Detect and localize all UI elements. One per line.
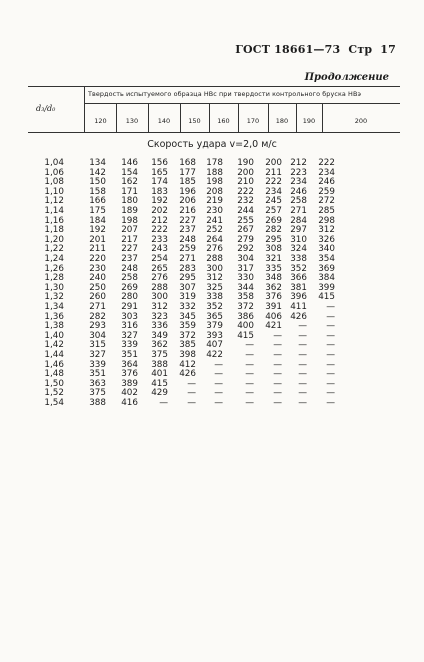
row-stub: 1,34: [44, 302, 64, 312]
table-cell: 222: [265, 177, 282, 188]
stub-header: d₃/d₀: [36, 104, 56, 113]
table-cell: 324: [290, 244, 307, 255]
table-cell: 264: [206, 234, 223, 245]
table-cell: 288: [151, 282, 168, 293]
table-cell: 227: [179, 215, 196, 226]
table-cell: 388: [89, 398, 106, 408]
table-cell: 323: [151, 311, 168, 322]
table-cell: 259: [179, 244, 196, 255]
table-cell: 257: [265, 206, 282, 216]
table-cell: 158: [89, 186, 106, 197]
row-stub: 1,42: [44, 340, 64, 351]
table-cell: —: [187, 388, 196, 399]
table-cell: —: [326, 388, 335, 399]
table-cell: 366: [290, 273, 307, 284]
table-cell: 254: [151, 254, 168, 264]
table-cell: 222: [237, 186, 254, 197]
page-header: [231, 43, 396, 56]
table-cell: 362: [265, 282, 282, 293]
column-header: 170: [246, 117, 260, 125]
table-cell: —: [326, 321, 335, 332]
table-cell: 399: [318, 282, 335, 293]
table-cell: 365: [206, 311, 223, 322]
table-cell: —: [298, 398, 307, 408]
table-cell: —: [159, 398, 168, 408]
table-cell: 429: [151, 388, 168, 399]
table-cell: 421: [265, 321, 282, 332]
table-cell: 317: [237, 263, 254, 274]
table-cell: —: [245, 340, 254, 351]
table-cell: 375: [151, 350, 168, 360]
table-row: [0, 274, 424, 283]
table-cell: 363: [89, 378, 106, 389]
row-stub: 1,46: [44, 359, 64, 370]
table-cell: 354: [318, 254, 335, 264]
table-cell: 332: [179, 302, 196, 312]
table-cell: 241: [206, 215, 223, 226]
table-row: [0, 399, 424, 408]
row-stub: 1,48: [44, 369, 64, 380]
table-cell: 255: [237, 215, 254, 226]
table-cell: 292: [237, 244, 254, 255]
table-cell: 338: [206, 292, 223, 303]
table-cell: 344: [237, 282, 254, 293]
header-sub-rule: [85, 103, 400, 104]
table-cell: 222: [318, 158, 335, 168]
table-cell: 198: [206, 177, 223, 188]
table-cell: 210: [237, 177, 254, 188]
section-title: Скорость удара v=2,0 м/с: [147, 139, 277, 150]
table-cell: 288: [206, 254, 223, 264]
table-cell: 412: [179, 359, 196, 370]
table-cell: —: [298, 330, 307, 341]
table-cell: 416: [121, 398, 138, 408]
table-cell: 271: [290, 206, 307, 216]
column-header: 180: [275, 117, 289, 125]
table-cell: 379: [206, 321, 223, 332]
table-cell: 188: [206, 167, 223, 178]
table-cell: —: [273, 340, 282, 351]
table-cell: 401: [151, 369, 168, 380]
table-cell: 319: [179, 292, 196, 303]
table-cell: 217: [121, 234, 138, 245]
table-cell: 248: [121, 263, 138, 274]
table-cell: 154: [121, 167, 138, 178]
column-divider: [116, 103, 117, 132]
table-cell: 402: [121, 388, 138, 399]
table-cell: 415: [237, 330, 254, 341]
table-cell: 216: [179, 206, 196, 216]
row-stub: 1,14: [44, 206, 64, 216]
row-stub: 1,20: [44, 234, 64, 245]
table-cell: 245: [265, 196, 282, 207]
table-cell: 200: [237, 167, 254, 178]
table-cell: 293: [89, 321, 106, 332]
table-cell: 166: [89, 196, 106, 207]
table-cell: 272: [318, 196, 335, 207]
table-cell: 304: [89, 330, 106, 341]
table-cell: 359: [179, 321, 196, 332]
table-cell: 315: [89, 340, 106, 351]
table-cell: 219: [206, 196, 223, 207]
table-cell: 300: [206, 263, 223, 274]
table-cell: 227: [121, 244, 138, 255]
table-cell: 385: [179, 340, 196, 351]
table-cell: 304: [237, 254, 254, 264]
table-cell: 142: [89, 167, 106, 178]
table-cell: 308: [265, 244, 282, 255]
table-cell: —: [273, 359, 282, 370]
table-cell: 168: [179, 158, 196, 168]
table-cell: 312: [151, 302, 168, 312]
table-cell: 211: [265, 167, 282, 178]
table-cell: —: [298, 340, 307, 351]
table-cell: 282: [265, 225, 282, 236]
table-cell: 156: [151, 158, 168, 168]
table-cell: —: [326, 359, 335, 370]
table-row: [0, 226, 424, 235]
table-cell: —: [214, 369, 223, 380]
table-cell: —: [214, 398, 223, 408]
table-cell: 206: [179, 196, 196, 207]
table-cell: 248: [179, 234, 196, 245]
table-cell: 267: [237, 225, 254, 236]
table-cell: —: [298, 321, 307, 332]
table-cell: 211: [89, 244, 106, 255]
table-cell: —: [326, 311, 335, 322]
table-cell: 269: [121, 282, 138, 293]
table-cell: 165: [151, 167, 168, 178]
table-cell: 406: [265, 311, 282, 322]
column-header: 130: [125, 117, 139, 125]
page-number: 17: [380, 43, 396, 56]
table-row: [0, 370, 424, 379]
column-header: 160: [217, 117, 230, 125]
table-cell: —: [245, 388, 254, 399]
table-cell: 184: [89, 215, 106, 226]
table-cell: 244: [237, 206, 254, 216]
table-cell: —: [273, 398, 282, 408]
table-cell: —: [326, 398, 335, 408]
row-stub: 1,28: [44, 273, 64, 284]
table-cell: 234: [265, 186, 282, 197]
table-row: [0, 207, 424, 216]
table-cell: —: [298, 350, 307, 360]
table-cell: 230: [206, 206, 223, 216]
table-cell: 336: [151, 321, 168, 332]
table-cell: 271: [179, 254, 196, 264]
column-header: 150: [188, 117, 201, 125]
table-cell: 297: [290, 225, 307, 236]
table-cell: 246: [318, 177, 335, 188]
row-stub: 1,22: [44, 244, 64, 255]
table-cell: —: [273, 369, 282, 380]
table-cell: 174: [151, 177, 168, 188]
table-cell: —: [273, 350, 282, 360]
table-cell: 233: [151, 234, 168, 245]
table-cell: 265: [151, 263, 168, 274]
row-stub: 1,44: [44, 350, 64, 360]
table-cell: 340: [318, 244, 335, 255]
table-cell: 222: [151, 225, 168, 236]
column-divider: [209, 103, 210, 132]
row-stub: 1,12: [44, 196, 64, 207]
table-cell: 276: [151, 273, 168, 284]
table-cell: 177: [179, 167, 196, 178]
table-cell: 190: [237, 158, 254, 168]
table-cell: 351: [89, 369, 106, 380]
row-stub: 1,24: [44, 254, 64, 264]
table-cell: —: [273, 378, 282, 389]
row-stub: 1,40: [44, 330, 64, 341]
table-cell: 362: [151, 340, 168, 351]
column-divider: [268, 103, 269, 132]
table-cell: 192: [151, 196, 168, 207]
table-cell: 189: [121, 206, 138, 216]
table-cell: 280: [121, 292, 138, 303]
table-cell: 183: [151, 186, 168, 197]
table-cell: 234: [290, 177, 307, 188]
column-header: 200: [354, 117, 368, 125]
column-divider: [296, 103, 297, 132]
table-cell: —: [326, 330, 335, 341]
table-cell: 201: [89, 234, 106, 245]
table-cell: 298: [318, 215, 335, 226]
table-cell: 282: [89, 311, 106, 322]
table-cell: 384: [318, 273, 335, 284]
row-stub: 1,50: [44, 378, 64, 389]
table-cell: 312: [206, 273, 223, 284]
table-cell: 146: [121, 158, 138, 168]
table-cell: 269: [265, 215, 282, 226]
table-cell: 364: [121, 359, 138, 370]
table-cell: 372: [179, 330, 196, 341]
table-cell: 307: [179, 282, 196, 293]
table-cell: 312: [318, 225, 335, 236]
page-label: Стр: [348, 43, 373, 56]
table-cell: 388: [151, 359, 168, 370]
table-cell: —: [298, 369, 307, 380]
continuation-label: Продолжение: [304, 72, 389, 83]
table-cell: 335: [265, 263, 282, 274]
table-cell: 326: [318, 234, 335, 245]
table-cell: 180: [121, 196, 138, 207]
table-cell: 400: [237, 321, 254, 332]
table-cell: 327: [121, 330, 138, 341]
table-cell: 192: [89, 225, 106, 236]
row-stub: 1,38: [44, 321, 64, 332]
table-cell: 352: [206, 302, 223, 312]
row-stub: 1,36: [44, 311, 64, 322]
column-divider: [180, 103, 181, 132]
table-cell: —: [187, 398, 196, 408]
column-header: 140: [157, 117, 171, 125]
row-stub: 1,10: [44, 186, 64, 197]
table-row: [0, 178, 424, 187]
table-cell: —: [214, 388, 223, 399]
group-header: Твердость испытуемого образца HBс при твердости контрольного бруска HBэ: [88, 90, 362, 98]
table-cell: —: [245, 398, 254, 408]
table-cell: 415: [151, 378, 168, 389]
table-cell: 396: [290, 292, 307, 303]
table-cell: —: [245, 369, 254, 380]
table-cell: 358: [237, 292, 254, 303]
table-cell: 330: [237, 273, 254, 284]
table-cell: 258: [290, 196, 307, 207]
stub-divider: [84, 86, 85, 132]
table-cell: —: [245, 378, 254, 389]
table-cell: 327: [89, 350, 106, 360]
table-cell: 422: [206, 350, 223, 360]
table-cell: 279: [237, 234, 254, 245]
table-row: [0, 322, 424, 331]
table-cell: 386: [237, 311, 254, 322]
row-stub: 1,06: [44, 167, 64, 178]
table-cell: 259: [318, 186, 335, 197]
table-cell: —: [326, 302, 335, 312]
standard-number: ГОСТ 18661—73: [235, 43, 341, 56]
row-stub: 1,08: [44, 177, 64, 188]
table-cell: 276: [206, 244, 223, 255]
table-cell: 300: [151, 292, 168, 303]
header-bottom-rule: [28, 132, 400, 133]
table-cell: 338: [290, 254, 307, 264]
table-cell: 198: [121, 215, 138, 226]
table-cell: 237: [121, 254, 138, 264]
table-cell: 252: [206, 225, 223, 236]
table-cell: —: [326, 340, 335, 351]
table-row: [0, 303, 424, 312]
table-cell: 212: [151, 215, 168, 226]
table-cell: 415: [318, 292, 335, 303]
row-stub: 1,54: [44, 398, 64, 408]
table-cell: 246: [290, 186, 307, 197]
table-cell: 285: [318, 206, 335, 216]
table-cell: 207: [121, 225, 138, 236]
table-cell: —: [298, 378, 307, 389]
table-cell: 178: [206, 158, 223, 168]
table-cell: —: [298, 359, 307, 370]
table-cell: 376: [265, 292, 282, 303]
row-stub: 1,04: [44, 158, 64, 168]
column-divider: [148, 103, 149, 132]
table-cell: 295: [179, 273, 196, 284]
table-cell: 196: [179, 186, 196, 197]
column-divider: [322, 103, 323, 132]
row-stub: 1,32: [44, 292, 64, 303]
table-row: [0, 351, 424, 360]
table-cell: 258: [121, 273, 138, 284]
column-header: 190: [302, 117, 316, 125]
table-cell: 175: [89, 206, 106, 216]
table-cell: 271: [89, 302, 106, 312]
table-cell: —: [214, 359, 223, 370]
table-cell: 284: [290, 215, 307, 226]
table-cell: 208: [206, 186, 223, 197]
row-stub: 1,30: [44, 282, 64, 293]
table-cell: 310: [290, 234, 307, 245]
table-cell: 171: [121, 186, 138, 197]
table-cell: 243: [151, 244, 168, 255]
table-cell: 351: [121, 350, 138, 360]
table-cell: 349: [151, 330, 168, 341]
table-cell: —: [273, 330, 282, 341]
table-cell: 230: [89, 263, 106, 274]
table-cell: 376: [121, 369, 138, 380]
table-cell: —: [273, 388, 282, 399]
table-cell: 223: [290, 167, 307, 178]
table-cell: 316: [121, 321, 138, 332]
row-stub: 1,16: [44, 215, 64, 226]
table-cell: 200: [265, 158, 282, 168]
table-cell: 162: [121, 177, 138, 188]
table-cell: 389: [121, 378, 138, 389]
table-cell: 260: [89, 292, 106, 303]
table-cell: 134: [89, 158, 106, 168]
row-stub: 1,18: [44, 225, 64, 236]
column-header: 120: [94, 117, 107, 125]
table-cell: 234: [318, 167, 335, 178]
table-cell: 220: [89, 254, 106, 264]
table-cell: 232: [237, 196, 254, 207]
table-cell: 426: [179, 369, 196, 380]
table-cell: —: [245, 350, 254, 360]
table-cell: 250: [89, 282, 106, 293]
table-cell: 339: [121, 340, 138, 351]
table-cell: 348: [265, 273, 282, 284]
table-cell: 240: [89, 273, 106, 284]
table-cell: 283: [179, 263, 196, 274]
table-cell: 398: [179, 350, 196, 360]
table-cell: —: [326, 378, 335, 389]
table-cell: 369: [318, 263, 335, 274]
table-cell: 325: [206, 282, 223, 293]
table-cell: —: [298, 388, 307, 399]
table-cell: 345: [179, 311, 196, 322]
table-cell: 185: [179, 177, 196, 188]
table-cell: 212: [290, 158, 307, 168]
table-cell: —: [214, 378, 223, 389]
table-cell: 202: [151, 206, 168, 216]
table-cell: 411: [290, 302, 307, 312]
row-stub: 1,26: [44, 263, 64, 274]
table-row: [0, 255, 424, 264]
table-cell: 352: [290, 263, 307, 274]
table-cell: 321: [265, 254, 282, 264]
table-cell: 393: [206, 330, 223, 341]
table-cell: 237: [179, 225, 196, 236]
table-cell: 391: [265, 302, 282, 312]
table-cell: —: [326, 350, 335, 360]
table-cell: 407: [206, 340, 223, 351]
table-cell: —: [187, 378, 196, 389]
column-divider: [238, 103, 239, 132]
row-stub: 1,52: [44, 388, 64, 399]
table-row: [0, 159, 424, 168]
table-cell: 381: [290, 282, 307, 293]
table-cell: —: [326, 369, 335, 380]
table-cell: 426: [290, 311, 307, 322]
table-cell: —: [245, 359, 254, 370]
table-cell: 303: [121, 311, 138, 322]
table-cell: 150: [89, 177, 106, 188]
table-cell: 339: [89, 359, 106, 370]
table-cell: 295: [265, 234, 282, 245]
table-cell: 291: [121, 302, 138, 312]
table-cell: 375: [89, 388, 106, 399]
table-cell: 372: [237, 302, 254, 312]
